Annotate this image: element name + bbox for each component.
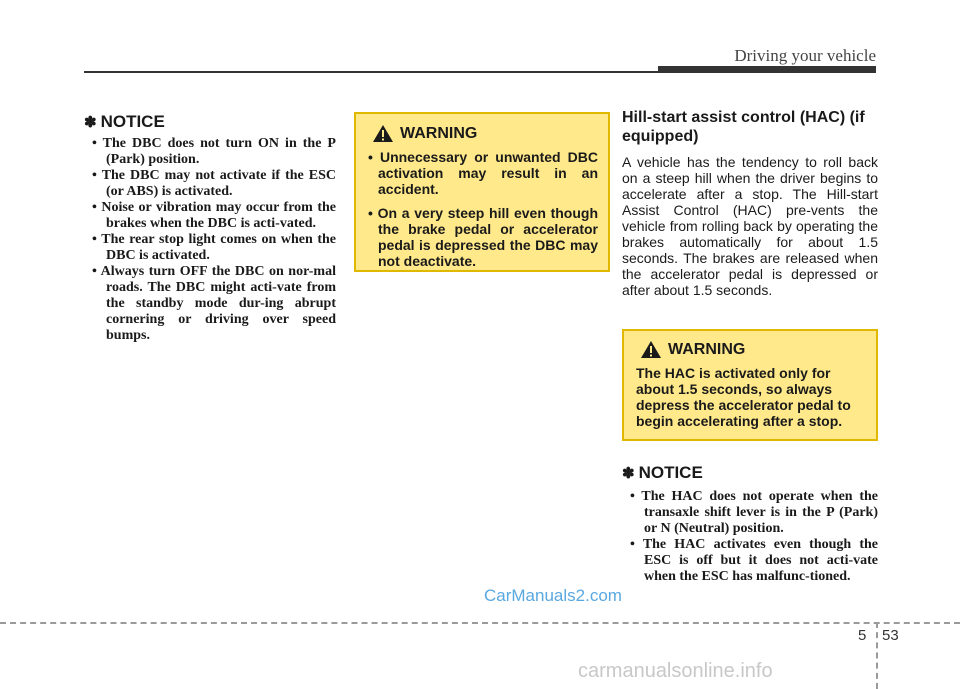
- list-item: • On a very steep hill even though the brake pedal or accelerator pedal is depressed the DBC may not deactivate.: [366, 205, 598, 269]
- footer-page-divider: [876, 622, 878, 689]
- warning-box-dbc: [354, 112, 610, 272]
- notice-heading: [84, 112, 336, 132]
- asterisk-icon: ✽: [84, 114, 97, 131]
- list-item: • The DBC may not activate if the ESC (or ABS) is activated.: [84, 168, 336, 200]
- notice-list: [622, 489, 878, 585]
- page-number: 53: [882, 627, 899, 644]
- carmanuals-watermark-link[interactable]: CarManuals2.com: [484, 586, 622, 605]
- list-item: • The HAC does not operate when the transaxle shift lever is in the P (Park) or N (Neutral) position.: [622, 489, 878, 537]
- warning-title: WARNING: [668, 340, 746, 358]
- notice-title: NOTICE: [100, 112, 165, 131]
- section-number: 5: [858, 627, 867, 644]
- section-hac: [622, 108, 878, 298]
- warning-triangle-icon: [372, 124, 394, 143]
- warning-triangle-icon: [640, 340, 662, 359]
- page-header-title: Driving your vehicle: [734, 46, 876, 65]
- list-item: • Noise or vibration may occur from the brakes when the DBC is acti-vated.: [84, 200, 336, 232]
- notice-hac: [622, 463, 878, 585]
- list-item: • The rear stop light comes on when the DBC is activated.: [84, 232, 336, 264]
- warning-heading: [372, 124, 598, 143]
- list-item: • Always turn OFF the DBC on nor-mal roads. The DBC might acti-vate from the standby mode dur-ing abrupt cornering or driving over speed bumps.: [84, 264, 336, 344]
- notice-heading: [622, 463, 878, 483]
- warning-box-hac: [622, 329, 878, 441]
- notice-list: [84, 136, 336, 344]
- notice-dbc: [84, 112, 336, 344]
- list-item: • The HAC activates even though the ESC is off but it does not acti-vate when the ESC has malfunc-tioned.: [622, 537, 878, 585]
- list-item: • Unnecessary or unwanted DBC activation may result in an accident.: [366, 149, 598, 197]
- section-title: Hill-start assist control (HAC) (if equipped): [622, 109, 865, 145]
- warning-title: WARNING: [400, 124, 478, 142]
- section-body: A vehicle has the tendency to roll back on a steep hill when the driver begins to accelerate after a stop. The Hill-start Assist Control (HAC) pre-vents the vehicle from rolling back by operating the brakes automatically for about 1.5 seconds. The brakes are released when the accelerator pedal is depressed or after about 1.5 seconds.: [622, 154, 878, 298]
- header-rule-accent: [658, 66, 876, 73]
- notice-title: NOTICE: [638, 463, 703, 482]
- footer-divider: [0, 622, 960, 624]
- warning-text: The HAC is activated only for about 1.5 seconds, so always depress the accelerator pedal to begin accelerating after a stop.: [636, 365, 851, 429]
- asterisk-icon: ✽: [622, 465, 635, 482]
- list-item: • The DBC does not turn ON in the P (Park) position.: [84, 136, 336, 168]
- warning-list: [366, 149, 598, 269]
- site-watermark: carmanualsonline.info: [578, 660, 773, 682]
- header-rule: [84, 71, 660, 73]
- warning-heading: [640, 340, 866, 359]
